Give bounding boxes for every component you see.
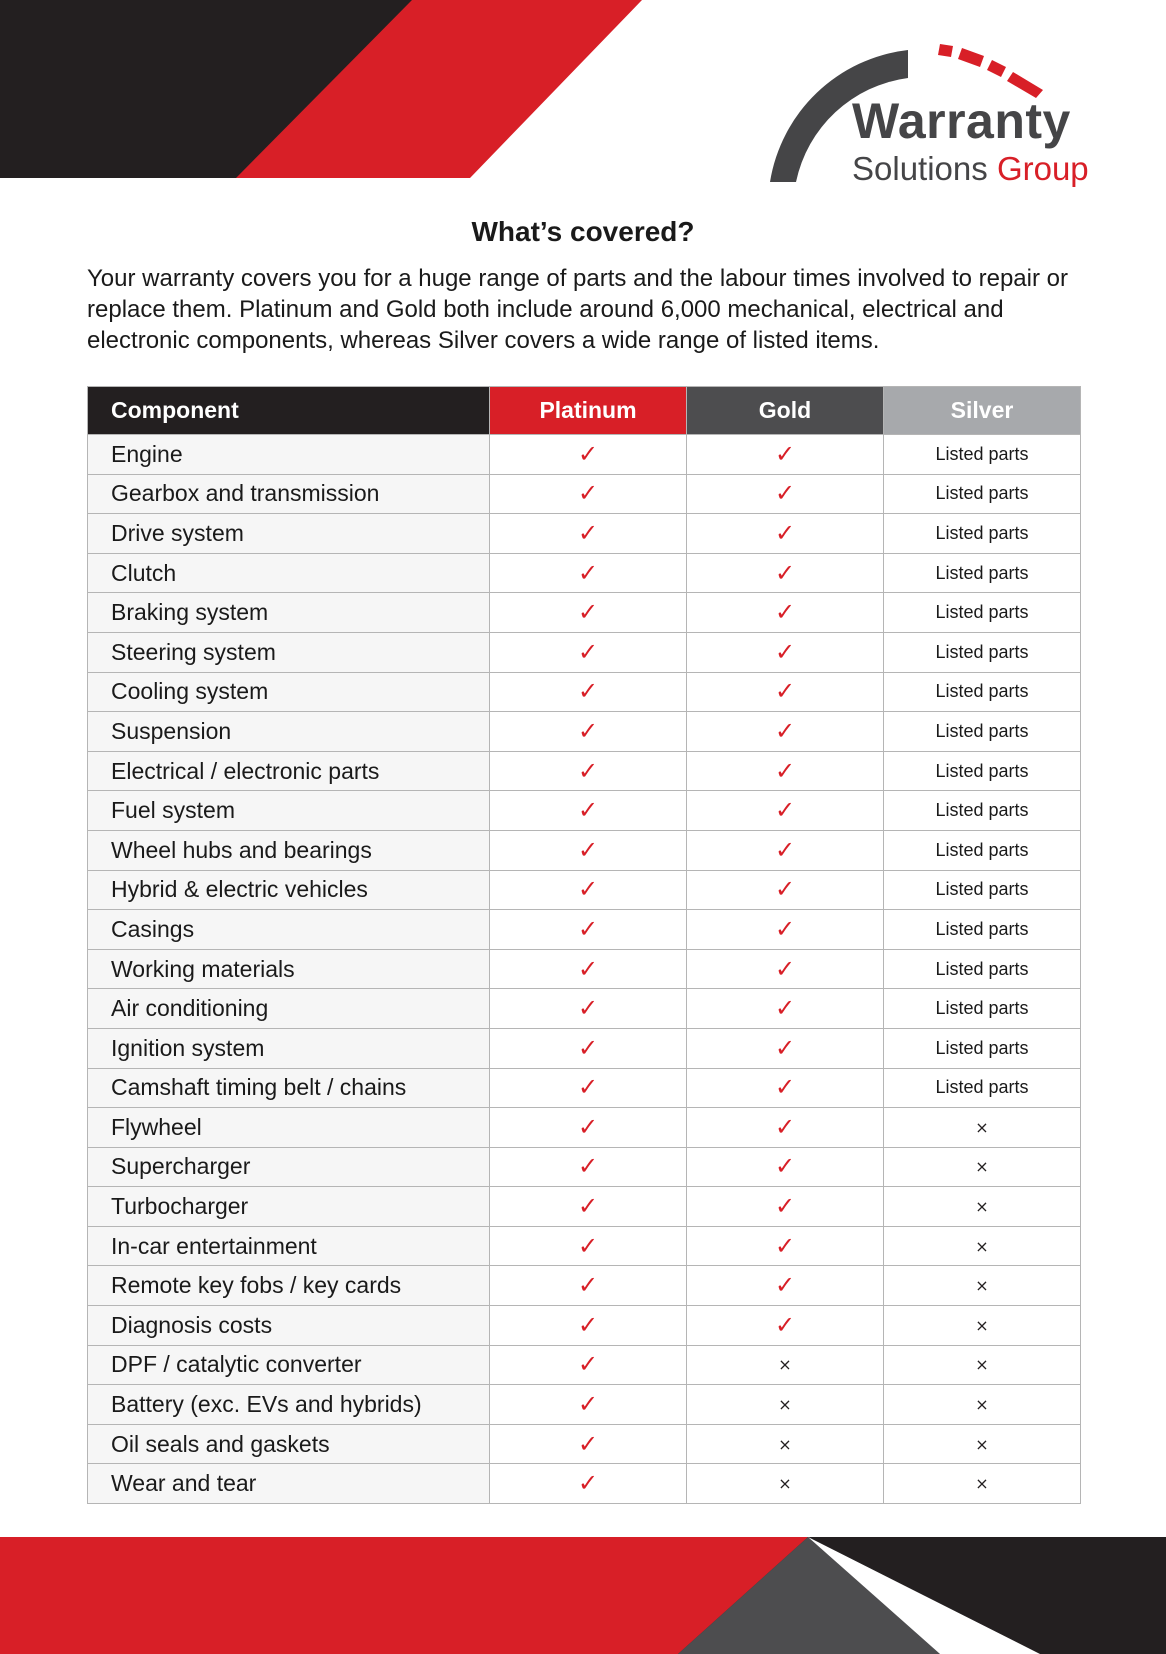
component-cell: Diagnosis costs — [88, 1306, 490, 1346]
silver-cell — [884, 1385, 1081, 1425]
silver-value: Listed parts — [935, 879, 1029, 900]
gold-cross-icon: × — [778, 1395, 792, 1415]
component-cell: Wheel hubs and bearings — [88, 830, 490, 870]
gold-check-icon: ✓ — [774, 637, 796, 666]
silver-cell — [884, 1108, 1081, 1148]
silver-cell — [884, 1226, 1081, 1266]
component-cell: Oil seals and gaskets — [88, 1424, 490, 1464]
silver-cross-icon: × — [975, 1117, 989, 1137]
table-row — [88, 910, 1081, 950]
silver-cell — [884, 435, 1081, 475]
platinum-check-icon: ✓ — [577, 637, 599, 666]
gold-cell — [687, 1385, 884, 1425]
gold-cell — [687, 1108, 884, 1148]
component-cell: Supercharger — [88, 1147, 490, 1187]
silver-value: Listed parts — [935, 839, 1029, 860]
gold-check-icon: ✓ — [774, 518, 796, 547]
platinum-check-icon: ✓ — [577, 558, 599, 587]
table-row — [88, 1187, 1081, 1227]
gold-cell — [687, 1147, 884, 1187]
gold-cell — [687, 791, 884, 831]
component-cell: Working materials — [88, 949, 490, 989]
silver-cross-icon: × — [975, 1434, 989, 1454]
table-row — [88, 1424, 1081, 1464]
component-cell: Gearbox and transmission — [88, 474, 490, 514]
platinum-check-icon: ✓ — [577, 598, 599, 627]
gold-cell — [687, 751, 884, 791]
gold-cell — [687, 712, 884, 752]
gold-check-icon: ✓ — [774, 1231, 796, 1260]
silver-cell — [884, 751, 1081, 791]
platinum-cell — [490, 474, 687, 514]
component-cell: Drive system — [88, 514, 490, 554]
gold-cell — [687, 1464, 884, 1504]
silver-cell — [884, 949, 1081, 989]
gold-check-icon: ✓ — [774, 1033, 796, 1062]
platinum-cell — [490, 632, 687, 672]
silver-cell — [884, 632, 1081, 672]
platinum-cell — [490, 1266, 687, 1306]
platinum-cell — [490, 712, 687, 752]
component-cell: Hybrid & electric vehicles — [88, 870, 490, 910]
platinum-cell — [490, 1028, 687, 1068]
platinum-check-icon: ✓ — [577, 756, 599, 785]
component-cell: Battery (exc. EVs and hybrids) — [88, 1385, 490, 1425]
platinum-check-icon: ✓ — [577, 439, 599, 468]
gold-cross-icon: × — [778, 1355, 792, 1375]
platinum-check-icon: ✓ — [577, 1152, 599, 1181]
header-gold: Gold — [687, 387, 884, 435]
table-row — [88, 593, 1081, 633]
silver-cell — [884, 791, 1081, 831]
gold-check-icon: ✓ — [774, 716, 796, 745]
gold-check-icon: ✓ — [774, 835, 796, 864]
gold-cell — [687, 1068, 884, 1108]
silver-cell — [884, 553, 1081, 593]
table-row — [88, 1385, 1081, 1425]
gold-cell — [687, 910, 884, 950]
table-header-row — [88, 387, 1081, 435]
platinum-check-icon: ✓ — [577, 875, 599, 904]
silver-value: Listed parts — [935, 800, 1029, 821]
table-row — [88, 712, 1081, 752]
gold-cell — [687, 949, 884, 989]
silver-cell — [884, 593, 1081, 633]
silver-value: Listed parts — [935, 641, 1029, 662]
component-cell: Remote key fobs / key cards — [88, 1266, 490, 1306]
gold-cross-icon: × — [778, 1434, 792, 1454]
platinum-cell — [490, 870, 687, 910]
table-row — [88, 1028, 1081, 1068]
table-row — [88, 632, 1081, 672]
gold-cell — [687, 830, 884, 870]
table-row — [88, 1345, 1081, 1385]
table-row — [88, 435, 1081, 475]
table-row — [88, 474, 1081, 514]
gold-cell — [687, 553, 884, 593]
silver-cross-icon: × — [975, 1157, 989, 1177]
platinum-cell — [490, 514, 687, 554]
silver-cross-icon: × — [975, 1276, 989, 1296]
component-cell: Suspension — [88, 712, 490, 752]
platinum-check-icon: ✓ — [577, 1033, 599, 1062]
platinum-cell — [490, 593, 687, 633]
silver-cell — [884, 1068, 1081, 1108]
silver-cross-icon: × — [975, 1197, 989, 1217]
component-cell: Clutch — [88, 553, 490, 593]
silver-cell — [884, 989, 1081, 1029]
gold-check-icon: ✓ — [774, 914, 796, 943]
platinum-cell — [490, 751, 687, 791]
gold-check-icon: ✓ — [774, 875, 796, 904]
header-silver: Silver — [884, 387, 1081, 435]
platinum-check-icon: ✓ — [577, 1350, 599, 1379]
gold-cell — [687, 1028, 884, 1068]
table-row — [88, 553, 1081, 593]
silver-value: Listed parts — [935, 562, 1029, 583]
platinum-check-icon: ✓ — [577, 479, 599, 508]
silver-cell — [884, 514, 1081, 554]
gold-cell — [687, 672, 884, 712]
platinum-cell — [490, 1424, 687, 1464]
component-cell: DPF / catalytic converter — [88, 1345, 490, 1385]
component-cell: Turbocharger — [88, 1187, 490, 1227]
silver-cell — [884, 1266, 1081, 1306]
gold-cell — [687, 1306, 884, 1346]
table-row — [88, 672, 1081, 712]
platinum-cell — [490, 672, 687, 712]
gold-check-icon: ✓ — [774, 677, 796, 706]
platinum-cell — [490, 910, 687, 950]
bottom-banner — [0, 1537, 1166, 1654]
gold-check-icon: ✓ — [774, 1112, 796, 1141]
logo-sub-2: Group — [996, 150, 1089, 187]
silver-cell — [884, 474, 1081, 514]
gold-check-icon: ✓ — [774, 558, 796, 587]
gold-cell — [687, 1226, 884, 1266]
platinum-check-icon: ✓ — [577, 914, 599, 943]
platinum-check-icon: ✓ — [577, 1192, 599, 1221]
silver-cell — [884, 910, 1081, 950]
gold-check-icon: ✓ — [774, 954, 796, 983]
gold-cell — [687, 989, 884, 1029]
table-row — [88, 1464, 1081, 1504]
gold-cell — [687, 474, 884, 514]
table-row — [88, 1226, 1081, 1266]
gold-cell — [687, 1424, 884, 1464]
logo-wordmark: Warranty — [852, 93, 1071, 149]
platinum-cell — [490, 435, 687, 475]
component-cell: In-car entertainment — [88, 1226, 490, 1266]
gold-check-icon: ✓ — [774, 439, 796, 468]
gold-check-icon: ✓ — [774, 1073, 796, 1102]
table-row — [88, 791, 1081, 831]
logo-sub-1: Solutions — [852, 150, 988, 187]
gold-check-icon: ✓ — [774, 479, 796, 508]
silver-value: Listed parts — [935, 522, 1029, 543]
silver-value: Listed parts — [935, 1077, 1029, 1098]
platinum-cell — [490, 1108, 687, 1148]
silver-cell — [884, 1187, 1081, 1227]
table-row — [88, 949, 1081, 989]
silver-value: Listed parts — [935, 483, 1029, 504]
table-row — [88, 1306, 1081, 1346]
silver-cell — [884, 1424, 1081, 1464]
platinum-check-icon: ✓ — [577, 1271, 599, 1300]
gold-cell — [687, 1266, 884, 1306]
gold-cell — [687, 435, 884, 475]
component-cell: Camshaft timing belt / chains — [88, 1068, 490, 1108]
platinum-cell — [490, 1345, 687, 1385]
page-title: What’s covered? — [471, 216, 695, 247]
header-component: Component — [88, 387, 490, 435]
platinum-cell — [490, 949, 687, 989]
platinum-check-icon: ✓ — [577, 1390, 599, 1419]
intro-paragraph: Your warranty covers you for a huge range of parts and the labour times involved to repair or replace them. Platinum and Gold both include around 6,000 mechanical, electrical and electronic components, whereas Silver covers a wide range of listed items. — [87, 265, 1068, 354]
gold-check-icon: ✓ — [774, 796, 796, 825]
platinum-check-icon: ✓ — [577, 1231, 599, 1260]
component-cell: Steering system — [88, 632, 490, 672]
gold-check-icon: ✓ — [774, 1192, 796, 1221]
gold-check-icon: ✓ — [774, 756, 796, 785]
coverage-table — [87, 386, 1081, 1504]
gold-cell — [687, 870, 884, 910]
silver-cell — [884, 1345, 1081, 1385]
platinum-cell — [490, 1306, 687, 1346]
platinum-check-icon: ✓ — [577, 1429, 599, 1458]
platinum-cell — [490, 791, 687, 831]
platinum-cell — [490, 1385, 687, 1425]
platinum-cell — [490, 1226, 687, 1266]
table-row — [88, 989, 1081, 1029]
platinum-check-icon: ✓ — [577, 677, 599, 706]
gold-cell — [687, 632, 884, 672]
platinum-check-icon: ✓ — [577, 1073, 599, 1102]
table-row — [88, 1266, 1081, 1306]
gold-check-icon: ✓ — [774, 1310, 796, 1339]
silver-cell — [884, 1028, 1081, 1068]
gold-check-icon: ✓ — [774, 994, 796, 1023]
component-cell: Fuel system — [88, 791, 490, 831]
silver-cross-icon: × — [975, 1474, 989, 1494]
gold-cross-icon: × — [778, 1474, 792, 1494]
silver-cell — [884, 1464, 1081, 1504]
platinum-cell — [490, 553, 687, 593]
component-cell: Engine — [88, 435, 490, 475]
platinum-check-icon: ✓ — [577, 1310, 599, 1339]
logo-subtitle — [852, 152, 1089, 185]
silver-cross-icon: × — [975, 1236, 989, 1256]
silver-value: Listed parts — [935, 681, 1029, 702]
silver-cell — [884, 1147, 1081, 1187]
gold-check-icon: ✓ — [774, 1271, 796, 1300]
component-cell: Braking system — [88, 593, 490, 633]
platinum-check-icon: ✓ — [577, 1112, 599, 1141]
component-cell: Cooling system — [88, 672, 490, 712]
component-cell: Flywheel — [88, 1108, 490, 1148]
platinum-check-icon: ✓ — [577, 1469, 599, 1498]
platinum-check-icon: ✓ — [577, 716, 599, 745]
platinum-check-icon: ✓ — [577, 954, 599, 983]
gold-check-icon: ✓ — [774, 598, 796, 627]
silver-value: Listed parts — [935, 1037, 1029, 1058]
component-cell: Electrical / electronic parts — [88, 751, 490, 791]
silver-value: Listed parts — [935, 760, 1029, 781]
table-row — [88, 1147, 1081, 1187]
component-cell: Casings — [88, 910, 490, 950]
silver-value: Listed parts — [935, 720, 1029, 741]
header-platinum: Platinum — [490, 387, 687, 435]
gold-cell — [687, 514, 884, 554]
silver-cell — [884, 672, 1081, 712]
table-row — [88, 870, 1081, 910]
platinum-check-icon: ✓ — [577, 994, 599, 1023]
table-row — [88, 514, 1081, 554]
silver-cross-icon: × — [975, 1355, 989, 1375]
gold-cell — [687, 1187, 884, 1227]
platinum-check-icon: ✓ — [577, 796, 599, 825]
gold-cell — [687, 593, 884, 633]
component-cell: Air conditioning — [88, 989, 490, 1029]
silver-cell — [884, 870, 1081, 910]
table-row — [88, 830, 1081, 870]
table-body — [88, 435, 1081, 1504]
platinum-cell — [490, 1464, 687, 1504]
platinum-cell — [490, 830, 687, 870]
gold-cell — [687, 1345, 884, 1385]
silver-value: Listed parts — [935, 918, 1029, 939]
silver-cross-icon: × — [975, 1395, 989, 1415]
platinum-check-icon: ✓ — [577, 835, 599, 864]
component-cell: Wear and tear — [88, 1464, 490, 1504]
silver-cell — [884, 1306, 1081, 1346]
silver-value: Listed parts — [935, 998, 1029, 1019]
platinum-cell — [490, 1187, 687, 1227]
table-row — [88, 751, 1081, 791]
table-row — [88, 1068, 1081, 1108]
silver-value: Listed parts — [935, 958, 1029, 979]
platinum-check-icon: ✓ — [577, 518, 599, 547]
silver-cell — [884, 712, 1081, 752]
platinum-cell — [490, 1147, 687, 1187]
silver-cross-icon: × — [975, 1315, 989, 1335]
gold-check-icon: ✓ — [774, 1152, 796, 1181]
silver-cell — [884, 830, 1081, 870]
silver-value: Listed parts — [935, 443, 1029, 464]
platinum-cell — [490, 989, 687, 1029]
platinum-cell — [490, 1068, 687, 1108]
table-row — [88, 1108, 1081, 1148]
silver-value: Listed parts — [935, 602, 1029, 623]
component-cell: Ignition system — [88, 1028, 490, 1068]
